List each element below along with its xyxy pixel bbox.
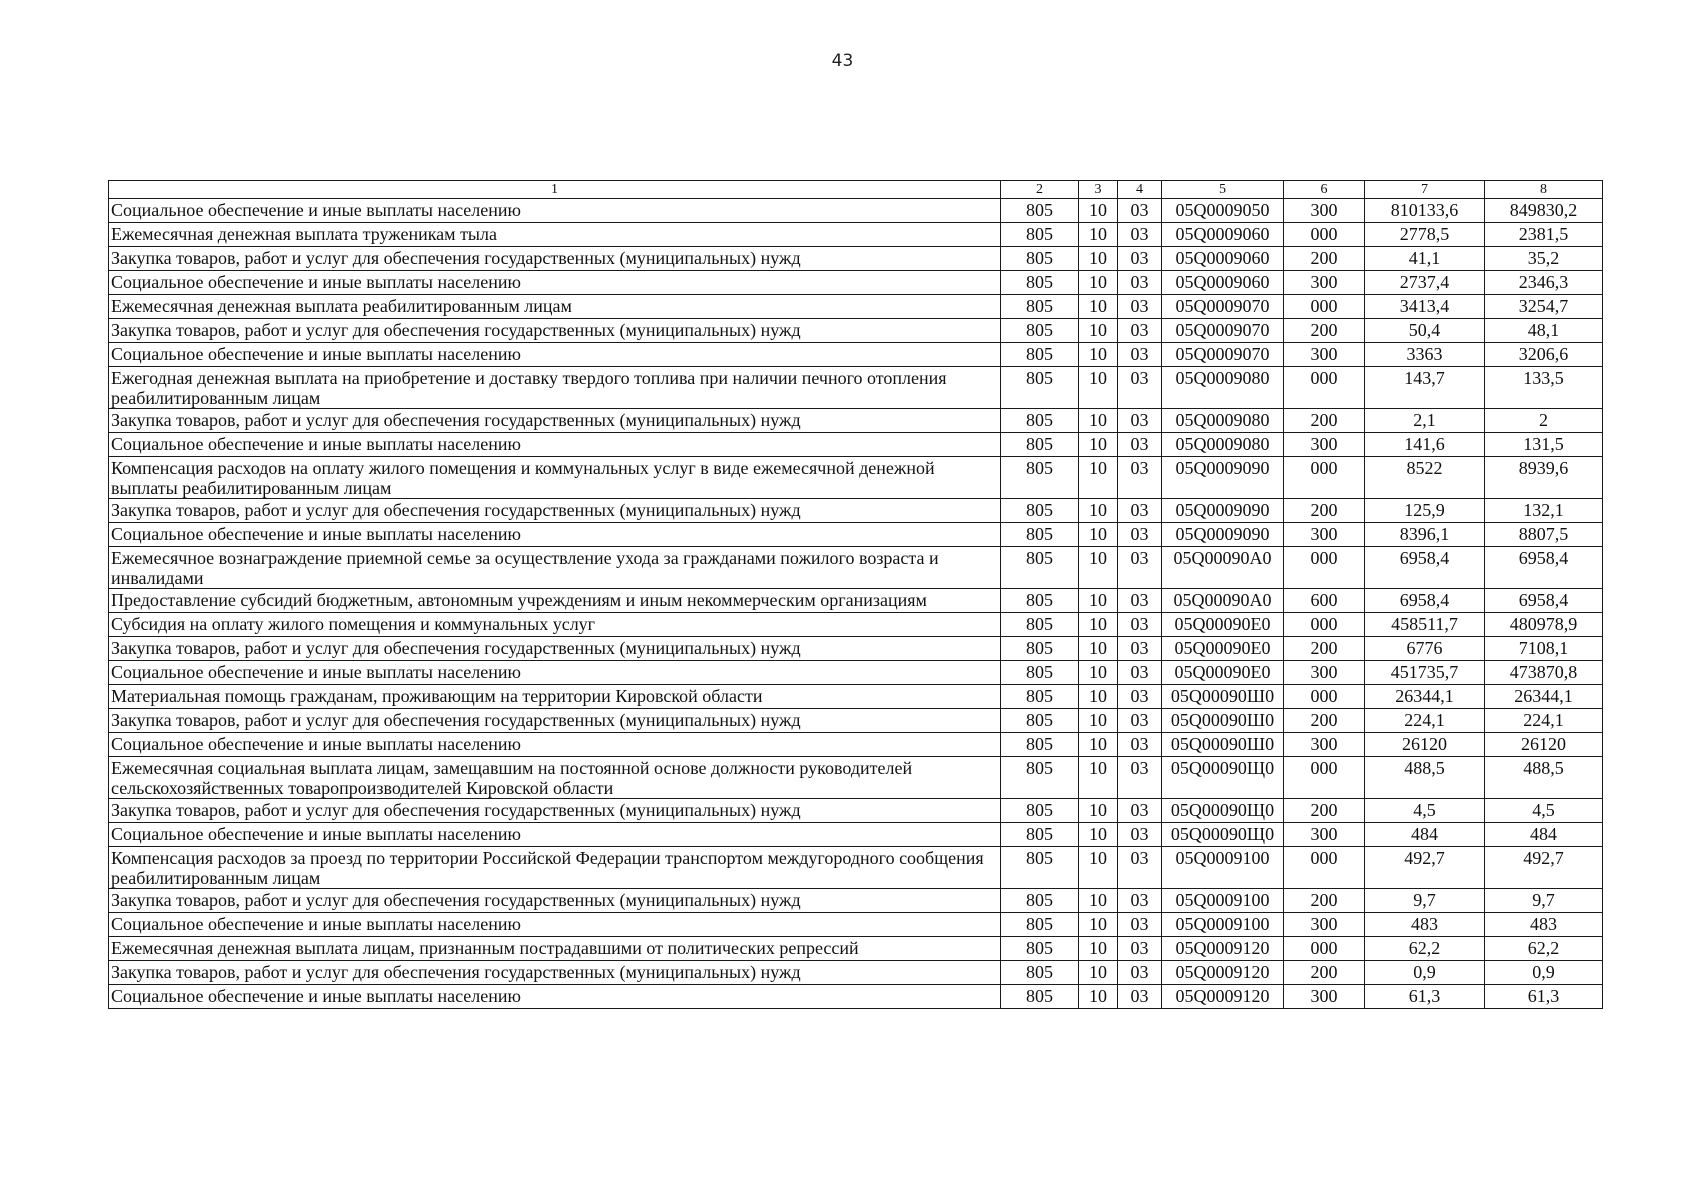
cell-expense-type: 200 [1284,499,1365,523]
cell-value-year-1: 2737,4 [1365,271,1485,295]
table-row [109,271,1603,295]
cell-subsection: 03 [1118,223,1162,247]
cell-target-article: 05Q0009080 [1162,409,1284,433]
cell-name: Субсидия на оплату жилого помещения и коммунальных услуг [109,613,1001,637]
cell-admin-code: 805 [1001,889,1079,913]
cell-subsection: 03 [1118,319,1162,343]
cell-section: 10 [1079,367,1118,409]
table-row [109,757,1603,799]
cell-name: Социальное обеспечение и иные выплаты населению [109,433,1001,457]
cell-name: Закупка товаров, работ и услуг для обеспечения государственных (муниципальных) нужд [109,799,1001,823]
cell-target-article: 05Q00090Е0 [1162,637,1284,661]
cell-target-article: 05Q00090Е0 [1162,661,1284,685]
cell-value-year-2: 2346,3 [1485,271,1603,295]
table-row [109,433,1603,457]
cell-value-year-1: 4,5 [1365,799,1485,823]
cell-admin-code: 805 [1001,733,1079,757]
cell-section: 10 [1079,247,1118,271]
cell-subsection: 03 [1118,367,1162,409]
cell-subsection: 03 [1118,847,1162,889]
cell-subsection: 03 [1118,247,1162,271]
cell-admin-code: 805 [1001,985,1079,1009]
cell-name: Социальное обеспечение и иные выплаты населению [109,661,1001,685]
cell-section: 10 [1079,409,1118,433]
cell-expense-type: 000 [1284,547,1365,589]
cell-value-year-1: 6776 [1365,637,1485,661]
cell-target-article: 05Q0009090 [1162,457,1284,499]
cell-value-year-1: 810133,6 [1365,199,1485,223]
cell-value-year-1: 26120 [1365,733,1485,757]
cell-expense-type: 200 [1284,799,1365,823]
cell-section: 10 [1079,223,1118,247]
table-row [109,523,1603,547]
cell-expense-type: 300 [1284,733,1365,757]
cell-value-year-1: 224,1 [1365,709,1485,733]
cell-section: 10 [1079,457,1118,499]
cell-admin-code: 805 [1001,343,1079,367]
cell-section: 10 [1079,199,1118,223]
cell-admin-code: 805 [1001,433,1079,457]
cell-expense-type: 000 [1284,847,1365,889]
cell-admin-code: 805 [1001,685,1079,709]
cell-value-year-1: 3413,4 [1365,295,1485,319]
cell-subsection: 03 [1118,547,1162,589]
cell-value-year-2: 8807,5 [1485,523,1603,547]
cell-expense-type: 300 [1284,823,1365,847]
cell-value-year-2: 132,1 [1485,499,1603,523]
cell-expense-type: 300 [1284,661,1365,685]
cell-name: Закупка товаров, работ и услуг для обеспечения государственных (муниципальных) нужд [109,961,1001,985]
cell-admin-code: 805 [1001,709,1079,733]
table-row [109,637,1603,661]
cell-target-article: 05Q00090Е0 [1162,613,1284,637]
cell-admin-code: 805 [1001,613,1079,637]
cell-value-year-1: 8522 [1365,457,1485,499]
cell-value-year-1: 6958,4 [1365,589,1485,613]
header-cell-admin-code: 2 [1001,181,1079,199]
cell-expense-type: 200 [1284,319,1365,343]
header-cell-section: 3 [1079,181,1118,199]
cell-value-year-1: 41,1 [1365,247,1485,271]
cell-value-year-1: 9,7 [1365,889,1485,913]
table-row [109,499,1603,523]
cell-section: 10 [1079,913,1118,937]
table-row [109,295,1603,319]
cell-admin-code: 805 [1001,319,1079,343]
cell-value-year-2: 4,5 [1485,799,1603,823]
cell-expense-type: 300 [1284,199,1365,223]
cell-value-year-1: 2778,5 [1365,223,1485,247]
cell-section: 10 [1079,613,1118,637]
cell-section: 10 [1079,823,1118,847]
table-row [109,823,1603,847]
cell-subsection: 03 [1118,409,1162,433]
table-row [109,847,1603,889]
cell-subsection: 03 [1118,343,1162,367]
cell-name: Закупка товаров, работ и услуг для обеспечения государственных (муниципальных) нужд [109,889,1001,913]
cell-expense-type: 300 [1284,343,1365,367]
cell-value-year-2: 2381,5 [1485,223,1603,247]
cell-value-year-1: 458511,7 [1365,613,1485,637]
table-row [109,799,1603,823]
cell-expense-type: 600 [1284,589,1365,613]
cell-value-year-2: 488,5 [1485,757,1603,799]
page-number: 43 [831,51,854,71]
table-row [109,685,1603,709]
cell-name: Социальное обеспечение и иные выплаты населению [109,523,1001,547]
cell-section: 10 [1079,985,1118,1009]
cell-subsection: 03 [1118,985,1162,1009]
cell-subsection: 03 [1118,757,1162,799]
cell-section: 10 [1079,889,1118,913]
cell-subsection: 03 [1118,589,1162,613]
cell-target-article: 05Q00090Щ0 [1162,757,1284,799]
cell-value-year-2: 3254,7 [1485,295,1603,319]
cell-value-year-2: 6958,4 [1485,547,1603,589]
cell-expense-type: 200 [1284,409,1365,433]
table-row [109,937,1603,961]
table-row [109,613,1603,637]
cell-section: 10 [1079,961,1118,985]
cell-subsection: 03 [1118,499,1162,523]
cell-section: 10 [1079,523,1118,547]
cell-name: Социальное обеспечение и иные выплаты населению [109,343,1001,367]
cell-subsection: 03 [1118,637,1162,661]
budget-table [108,180,1603,1009]
cell-section: 10 [1079,709,1118,733]
cell-expense-type: 000 [1284,937,1365,961]
cell-section: 10 [1079,937,1118,961]
cell-target-article: 05Q0009100 [1162,847,1284,889]
header-cell-value-year-2: 8 [1485,181,1603,199]
cell-expense-type: 300 [1284,271,1365,295]
cell-subsection: 03 [1118,799,1162,823]
cell-admin-code: 805 [1001,847,1079,889]
cell-expense-type: 300 [1284,523,1365,547]
cell-value-year-2: 9,7 [1485,889,1603,913]
cell-expense-type: 300 [1284,985,1365,1009]
cell-expense-type: 000 [1284,223,1365,247]
cell-name: Социальное обеспечение и иные выплаты населению [109,913,1001,937]
table-row [109,547,1603,589]
table-row [109,961,1603,985]
cell-expense-type: 200 [1284,637,1365,661]
cell-admin-code: 805 [1001,799,1079,823]
cell-subsection: 03 [1118,661,1162,685]
cell-section: 10 [1079,661,1118,685]
cell-value-year-2: 62,2 [1485,937,1603,961]
cell-name: Ежемесячная денежная выплата лицам, признанным пострадавшими от политических репрессий [109,937,1001,961]
cell-expense-type: 300 [1284,913,1365,937]
cell-name: Закупка товаров, работ и услуг для обеспечения государственных (муниципальных) нужд [109,409,1001,433]
cell-target-article: 05Q0009090 [1162,499,1284,523]
cell-target-article: 05Q00090Ш0 [1162,733,1284,757]
cell-target-article: 05Q0009060 [1162,271,1284,295]
cell-value-year-2: 48,1 [1485,319,1603,343]
cell-admin-code: 805 [1001,295,1079,319]
cell-target-article: 05Q0009120 [1162,985,1284,1009]
cell-admin-code: 805 [1001,589,1079,613]
cell-admin-code: 805 [1001,457,1079,499]
cell-name: Социальное обеспечение и иные выплаты населению [109,733,1001,757]
table-header-row [109,181,1603,199]
cell-name: Ежемесячная денежная выплата реабилитированным лицам [109,295,1001,319]
cell-expense-type: 200 [1284,889,1365,913]
cell-value-year-1: 483 [1365,913,1485,937]
cell-expense-type: 000 [1284,613,1365,637]
table-row [109,223,1603,247]
cell-value-year-1: 484 [1365,823,1485,847]
cell-subsection: 03 [1118,733,1162,757]
cell-value-year-2: 26344,1 [1485,685,1603,709]
cell-subsection: 03 [1118,199,1162,223]
cell-name: Компенсация расходов за проезд по территории Российской Федерации транспортом междугородного сообщения реабилитированным лицам [109,847,1001,889]
cell-subsection: 03 [1118,295,1162,319]
cell-admin-code: 805 [1001,223,1079,247]
cell-name: Социальное обеспечение и иные выплаты населению [109,271,1001,295]
cell-subsection: 03 [1118,433,1162,457]
cell-subsection: 03 [1118,523,1162,547]
cell-value-year-2: 131,5 [1485,433,1603,457]
cell-expense-type: 000 [1284,457,1365,499]
cell-name: Ежемесячное вознаграждение приемной семье за осуществление ухода за гражданами пожилого возраста и инвалидами [109,547,1001,589]
cell-expense-type: 000 [1284,757,1365,799]
cell-expense-type: 000 [1284,295,1365,319]
cell-admin-code: 805 [1001,823,1079,847]
cell-admin-code: 805 [1001,757,1079,799]
cell-section: 10 [1079,799,1118,823]
cell-subsection: 03 [1118,889,1162,913]
cell-name: Закупка товаров, работ и услуг для обеспечения государственных (муниципальных) нужд [109,637,1001,661]
cell-target-article: 05Q00090Щ0 [1162,823,1284,847]
cell-value-year-2: 8939,6 [1485,457,1603,499]
cell-value-year-1: 141,6 [1365,433,1485,457]
cell-value-year-1: 0,9 [1365,961,1485,985]
cell-subsection: 03 [1118,937,1162,961]
cell-name: Ежегодная денежная выплата на приобретение и доставку твердого топлива при наличии печного отопления реабилитированным лицам [109,367,1001,409]
cell-admin-code: 805 [1001,913,1079,937]
cell-target-article: 05Q00090Щ0 [1162,799,1284,823]
cell-expense-type: 200 [1284,247,1365,271]
table-row [109,199,1603,223]
cell-value-year-2: 133,5 [1485,367,1603,409]
cell-value-year-1: 2,1 [1365,409,1485,433]
cell-value-year-2: 7108,1 [1485,637,1603,661]
header-cell-subsection: 4 [1118,181,1162,199]
cell-section: 10 [1079,547,1118,589]
cell-name: Закупка товаров, работ и услуг для обеспечения государственных (муниципальных) нужд [109,499,1001,523]
cell-admin-code: 805 [1001,499,1079,523]
cell-target-article: 05Q00090А0 [1162,547,1284,589]
header-cell-value-year-1: 7 [1365,181,1485,199]
cell-value-year-2: 61,3 [1485,985,1603,1009]
cell-value-year-2: 849830,2 [1485,199,1603,223]
cell-value-year-2: 473870,8 [1485,661,1603,685]
cell-section: 10 [1079,343,1118,367]
cell-name: Социальное обеспечение и иные выплаты населению [109,985,1001,1009]
cell-target-article: 05Q00090Ш0 [1162,685,1284,709]
cell-section: 10 [1079,499,1118,523]
cell-value-year-1: 50,4 [1365,319,1485,343]
cell-section: 10 [1079,685,1118,709]
cell-value-year-2: 2 [1485,409,1603,433]
cell-subsection: 03 [1118,271,1162,295]
cell-name: Ежемесячная социальная выплата лицам, замещавшим на постоянной основе должности руководителей сельскохозяйственных товаропроизводителей Кировской области [109,757,1001,799]
cell-expense-type: 300 [1284,433,1365,457]
cell-section: 10 [1079,847,1118,889]
cell-value-year-1: 143,7 [1365,367,1485,409]
cell-admin-code: 805 [1001,547,1079,589]
cell-target-article: 05Q00090Ш0 [1162,709,1284,733]
cell-name: Закупка товаров, работ и услуг для обеспечения государственных (муниципальных) нужд [109,247,1001,271]
cell-admin-code: 805 [1001,199,1079,223]
cell-section: 10 [1079,589,1118,613]
table-row [109,889,1603,913]
cell-section: 10 [1079,271,1118,295]
cell-value-year-1: 8396,1 [1365,523,1485,547]
cell-value-year-2: 3206,6 [1485,343,1603,367]
cell-target-article: 05Q0009070 [1162,295,1284,319]
table-row [109,985,1603,1009]
cell-subsection: 03 [1118,913,1162,937]
cell-expense-type: 200 [1284,709,1365,733]
cell-value-year-2: 6958,4 [1485,589,1603,613]
cell-target-article: 05Q0009070 [1162,343,1284,367]
cell-section: 10 [1079,295,1118,319]
cell-target-article: 05Q0009070 [1162,319,1284,343]
cell-value-year-2: 480978,9 [1485,613,1603,637]
cell-value-year-2: 224,1 [1485,709,1603,733]
cell-target-article: 05Q0009050 [1162,199,1284,223]
table-row [109,709,1603,733]
cell-subsection: 03 [1118,709,1162,733]
cell-section: 10 [1079,433,1118,457]
cell-value-year-2: 0,9 [1485,961,1603,985]
cell-admin-code: 805 [1001,271,1079,295]
cell-name: Компенсация расходов на оплату жилого помещения и коммунальных услуг в виде ежемесячной денежной выплаты реабилитированным лицам [109,457,1001,499]
table-row [109,409,1603,433]
cell-section: 10 [1079,733,1118,757]
cell-name: Материальная помощь гражданам, проживающим на территории Кировской области [109,685,1001,709]
table-row [109,319,1603,343]
cell-name: Закупка товаров, работ и услуг для обеспечения государственных (муниципальных) нужд [109,709,1001,733]
cell-value-year-2: 35,2 [1485,247,1603,271]
cell-expense-type: 000 [1284,685,1365,709]
cell-target-article: 05Q0009080 [1162,433,1284,457]
cell-value-year-1: 492,7 [1365,847,1485,889]
table-row [109,247,1603,271]
cell-value-year-1: 451735,7 [1365,661,1485,685]
cell-admin-code: 805 [1001,961,1079,985]
cell-name: Закупка товаров, работ и услуг для обеспечения государственных (муниципальных) нужд [109,319,1001,343]
table-row [109,589,1603,613]
cell-section: 10 [1079,757,1118,799]
cell-value-year-2: 492,7 [1485,847,1603,889]
cell-name: Социальное обеспечение и иные выплаты населению [109,199,1001,223]
header-cell-target-article: 5 [1162,181,1284,199]
header-cell-name: 1 [109,181,1001,199]
cell-value-year-1: 61,3 [1365,985,1485,1009]
cell-name: Предоставление субсидий бюджетным, автономным учреждениям и иным некоммерческим организациям [109,589,1001,613]
cell-section: 10 [1079,637,1118,661]
cell-subsection: 03 [1118,823,1162,847]
cell-expense-type: 200 [1284,961,1365,985]
cell-target-article: 05Q0009120 [1162,961,1284,985]
cell-admin-code: 805 [1001,661,1079,685]
table-row [109,661,1603,685]
cell-expense-type: 000 [1284,367,1365,409]
cell-value-year-1: 6958,4 [1365,547,1485,589]
cell-target-article: 05Q0009100 [1162,913,1284,937]
cell-admin-code: 805 [1001,409,1079,433]
cell-section: 10 [1079,319,1118,343]
cell-target-article: 05Q0009060 [1162,247,1284,271]
cell-target-article: 05Q0009060 [1162,223,1284,247]
table-row [109,457,1603,499]
table-row [109,343,1603,367]
cell-admin-code: 805 [1001,247,1079,271]
cell-name: Социальное обеспечение и иные выплаты населению [109,823,1001,847]
cell-admin-code: 805 [1001,637,1079,661]
cell-value-year-2: 26120 [1485,733,1603,757]
cell-target-article: 05Q0009100 [1162,889,1284,913]
cell-admin-code: 805 [1001,523,1079,547]
cell-subsection: 03 [1118,457,1162,499]
table-row [109,913,1603,937]
cell-subsection: 03 [1118,685,1162,709]
table-body [109,181,1603,1009]
cell-value-year-1: 125,9 [1365,499,1485,523]
cell-name: Ежемесячная денежная выплата труженикам тыла [109,223,1001,247]
table-row [109,367,1603,409]
cell-admin-code: 805 [1001,367,1079,409]
cell-subsection: 03 [1118,961,1162,985]
cell-value-year-1: 62,2 [1365,937,1485,961]
header-cell-expense-type: 6 [1284,181,1365,199]
cell-value-year-1: 3363 [1365,343,1485,367]
cell-subsection: 03 [1118,613,1162,637]
cell-value-year-2: 484 [1485,823,1603,847]
cell-target-article: 05Q0009090 [1162,523,1284,547]
cell-value-year-2: 483 [1485,913,1603,937]
table-row [109,733,1603,757]
cell-value-year-1: 488,5 [1365,757,1485,799]
cell-target-article: 05Q0009080 [1162,367,1284,409]
cell-admin-code: 805 [1001,937,1079,961]
cell-value-year-1: 26344,1 [1365,685,1485,709]
cell-target-article: 05Q0009120 [1162,937,1284,961]
cell-target-article: 05Q00090А0 [1162,589,1284,613]
